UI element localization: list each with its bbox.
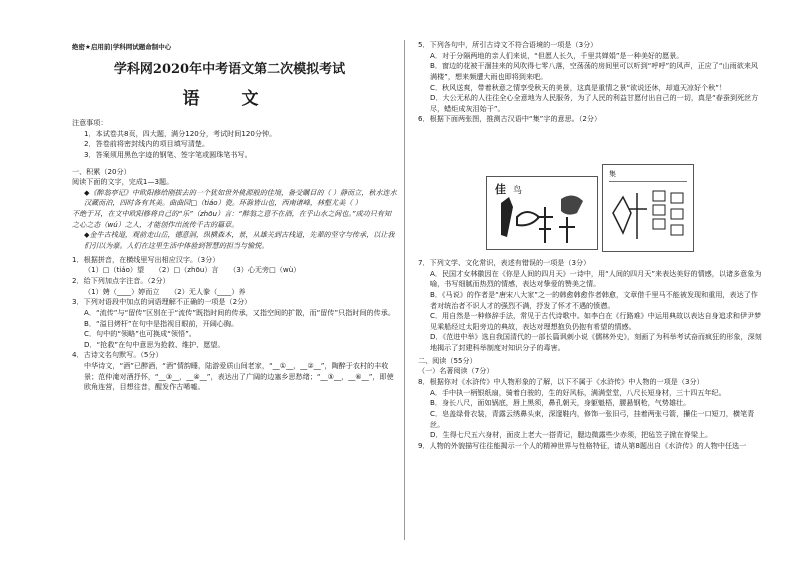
bird-tree-drawing [487, 177, 597, 249]
option-c: C．秋风送爽，带着秋意之情享受秋天的美景，这真是重情之景“欲说还休，却道天凉好个秋”！ [430, 82, 727, 92]
subsection-heading: （一）名著阅读（7分） [418, 366, 494, 376]
column-divider [404, 40, 405, 540]
notes-item: 3．答案须用黑色字迹的钢笔、签字笔或圆珠笔书写。 [84, 149, 252, 159]
option-d: D．“抢救”在句中意思为抢救、维护、愿望。 [84, 339, 225, 349]
option-a: A．对于分隔两地的亲人们来说，“但愿人长久，千里共婵娟”是一种美好的愿景。 [430, 50, 684, 60]
option-b: B．《马说》的作者是“唐宋八大家”之一的韩愈韩愈作者韩愈，文章借千里马不能被发现和重用，表达了作者对统治者不识人才的强烈不满，抒发了怀才不遇的愤懑。 [430, 289, 758, 310]
option-d: D．《范进中举》选自我国清代的一部长篇讽刺小说《儒林外史》，刻画了为科举考试奋而疯狂的形象，深刻地揭示了封建科举制度对知识分子的毒害。 [430, 332, 762, 353]
question-4: 4．古诗文名句默写。（5分） [72, 350, 163, 360]
question-9: 9．人物的外貌描写往往能揭示一个人的精神世界与性格特征，请从第8题出自《水浒传》的人物中任选一 [418, 440, 747, 450]
option-a: A．民国才女林徽因在《你是人间的四月天》一诗中，用“人间的四月天”来表达美好的情感，以诸多意象为喻，书写细腻而热烈的情感，表达对挚爱的赞美之情。 [430, 268, 762, 289]
option-c: C．句中的“领略”也可换成“领悟”。 [84, 329, 196, 339]
part1-heading: 一、积累（20分） [72, 166, 131, 176]
notes-item: 2．答卷前将密封线内的项目填写清楚。 [84, 139, 210, 149]
left-column [72, 118, 397, 393]
option-c: C．用自然是一种修辞手法，常见于古代诗歌中。如李白在《行路难》中运用典故以表达自身追求和伊尹梦见乘船经过太阳旁边的典故，表达对理想抱负仍抱有希望的情感。 [430, 311, 762, 331]
question-2-items: （1）娉（____）婷而立 （2）无人豢（____）养 [84, 286, 246, 296]
question-5: 5．下列各句中，所引古诗文不符合语境的一项是（3分） [418, 40, 598, 49]
passage-paragraph: ◆《醉翁亭记》中欧阳修给刚拔去的一个犹如世外桃源般的佳境，备受瞩目的（ ）静而立，秋水连水汉藏而泊，四时各有其美。曲曲园□（tiáo）瓷。环滁皆山也，西南诸峰，林壑尤美（ ） [84, 187, 397, 208]
option-c: C．皂盖绿骨衣装，青露云绣鼻头束，深邃鞋内，修饰一张旧弓，挂着两张弓箭，攥住一口短刀，横笔青丝。 [430, 408, 755, 429]
question-1: 1．根据拼音，在横线里写出相应汉字。（3分） [72, 254, 220, 264]
option-b: B．“溢目烤杆”在句中是指视目眼前，开阔心胸。 [84, 318, 239, 328]
question-1-items: （1）□（tiáo）望 （2）□（zhōu）言 （3）心无旁□（wù） [84, 265, 301, 275]
secret-label: 绝密★启用前|学科网试题命制中心 [72, 43, 172, 51]
question-3: 3．下列对语段中加点的词语理解不正确的一项是（2分） [72, 297, 252, 307]
question-7: 7．下列文学、文化常识，表述有错误的一项是（3分） [418, 258, 591, 267]
question-4-text: 中华诗文，“酒”已醉酒，“酒”情韵睡，陆游爱质山间老家，“__①__，__②__”，陶醉于农村的丰收景；范仲淹对酒抒怀，“__③__，__④__”，表达出了广阔的边塞乡思愁绪；“__⑤__，__⑥__”，即使欧角连营，目想往昔，醒发作古唏嘘。 [84, 361, 394, 392]
question-8: 8．根据你对《水浒传》中人物形象的了解，以下不属于《水浒传》中人物的一项是（3分） [418, 377, 704, 387]
glyph-drawing [607, 183, 689, 247]
part2-heading: 二、阅读（55分） [418, 355, 477, 365]
option-b: B．身长八尺，面如锅底，唇上黑须，鼻孔朝天，身躯魁梧，腰悬钢枪，气势雄壮。 [430, 398, 691, 408]
character-evolution-figure [602, 164, 694, 252]
glyph-grid [607, 183, 689, 247]
part1-intro: 阅读下面的文字，完成1—3题。 [72, 177, 174, 187]
notes-heading: 注意事项： [72, 118, 108, 127]
option-d: D．大公无私的人往往全心全意地为人民服务，为了人民的利益甘愿付出自己的一切，真是“春蚕到死丝方尽，蜡炬成灰泪始干”。 [430, 93, 759, 113]
figure-head: 集 [609, 169, 687, 182]
question-2: 2．给下列加点字注音。（2分） [72, 275, 170, 285]
subject-title: 语 文 [182, 89, 277, 109]
option-d: D．生得七尺五六身材，面皮上老大一搭青记，腮边微露些少赤须，把毡笠子掀在脊梁上。 [430, 430, 713, 440]
exam-title: 学科网2020年中考语文第二次模拟考试 [113, 62, 346, 77]
passage-paragraph: ◆金牛古栈道，观前走山岳，德意洞，纵横森木，景，从雄关到古栈道，先辈的坚守与传承，以让我们引以为豪。人们在这里生活中体验到智慧的担当与愉悦。 [84, 230, 395, 251]
option-a: A．“流传”与“留传”区别在于“流传”既指时间的传承，又指空间的扩散，而“留传”只指时间的传承。 [84, 307, 395, 317]
option-a: A．手中执一柄银纸扇，骑着白骏的，生的好风标，满满堂堂，八尺长短身材，三十四五年纪。 [430, 387, 726, 397]
notes-item: 1．本试卷共8页，四大题，满分120分，考试时间120分钟。 [84, 128, 277, 138]
right-column-top [418, 40, 763, 125]
passage-paragraph: 不绝于耳，在文中欧阳修将自己的“乐”（zhōu）言：“醉翁之意不在酒，在乎山水之间也。”成功只有知之心之态（wú）之人，才能创作出流传千古的篇章。 [72, 209, 392, 229]
bronze-inscription-figure [486, 176, 598, 250]
question-6: 6．根据下面两张图，推测古汉语中“集”字的意思。（2分） [418, 114, 602, 124]
fig-label-mid: 鸟 [513, 186, 523, 196]
option-b: B．窗边的花被干涸挂来的风吹得七零八落，空荡荡的房间里可以听到“呼呼”的风声，正应了“山雨欲来风满楼”，想来频遭大雨也即将到来吧。 [430, 61, 759, 81]
fig-label-left: 佳 [495, 183, 506, 196]
right-column-bottom [418, 258, 763, 452]
